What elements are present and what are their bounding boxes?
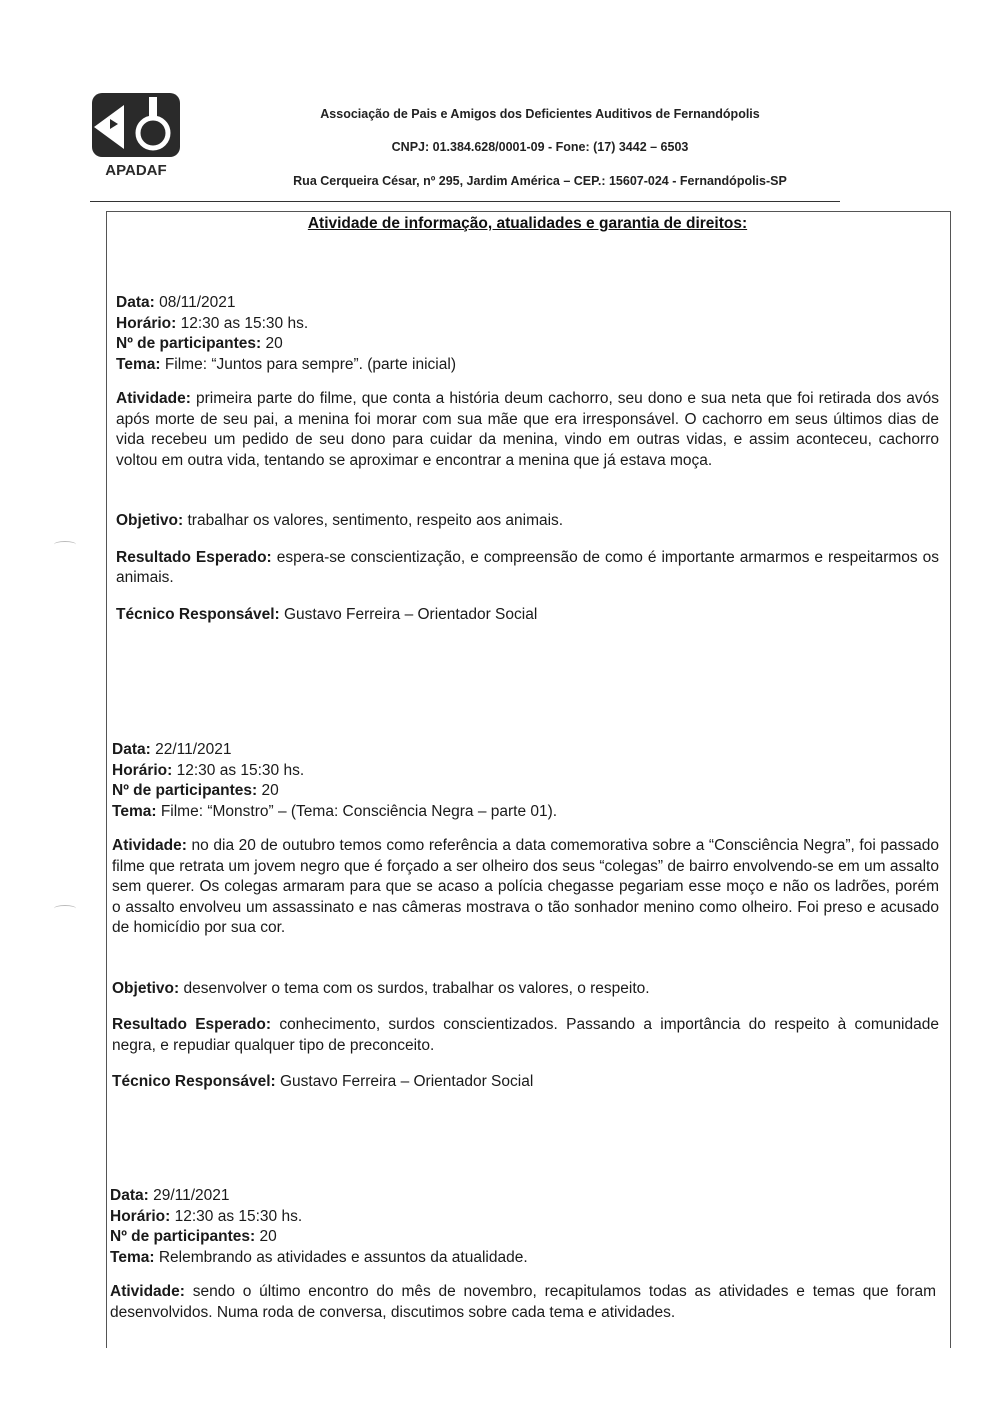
header-divider (90, 201, 840, 202)
theme-line: Tema: Filme: “Juntos para sempre”. (parte inicial) (116, 355, 456, 373)
apadaf-logo (90, 93, 186, 179)
participants-line: Nº de participantes: 20 (110, 1228, 277, 1245)
responsible-line: Técnico Responsável: Gustavo Ferreira – Orientador Social (116, 605, 538, 623)
expected-result-paragraph: Resultado Esperado: espera-se conscientização, e compreensão de como é importante armarmos e respeitarmos os animais. (116, 548, 939, 586)
activity-paragraph: Atividade: primeira parte do filme, que conta a história deum cachorro, seu dono e sua neta que foi retirada dos avós após morte de seu pai, a menina foi morar com sua mãe que era irresponsável. O cachorro em seus últimos dias de vida recebeu um pedido de seu dono para cuidar da menina, vindo em outras vidas, e assim aconteceu, cachorro voltou em outra vida, tentando se aproximar e encontrar a menina que já estava moça. (116, 390, 939, 469)
org-address: Rua Cerqueira César, nº 295, Jardim América – CEP.: 15607-024 - Fernandópolis-SP (293, 174, 787, 188)
objective-paragraph: Objetivo: trabalhar os valores, sentimento, respeito aos animais. (116, 512, 564, 529)
org-name: Associação de Pais e Amigos dos Deficientes Auditivos de Fernandópolis (320, 107, 760, 121)
date-line: Data: 22/11/2021 (112, 741, 232, 758)
date-line: Data: 29/11/2021 (110, 1187, 230, 1204)
activity-entry (116, 293, 939, 625)
document-title: Atividade de informação, atualidades e garantia de direitos: (307, 215, 748, 232)
time-line: Horário: 12:30 as 15:30 hs. (112, 761, 305, 779)
org-contact: CNPJ: 01.384.628/0001-09 - Fone: (17) 3442 – 6503 (391, 140, 689, 154)
participants-line: Nº de participantes: 20 (116, 335, 283, 352)
activity-paragraph: Atividade: no dia 20 de outubro temos como referência a data comemorativa sobre a “Consciência Negra”, foi passado filme que retrata um jovem negro que é forçado a ser olheiro dos seus “colegas” de bairro envolvendo-se em um assalto sem querer. Os colegas armaram para que se acaso a polícia chegasse pegariam esse moço e não os ladrões, porém o assalto envolveu um assassinato e nas câmeras mostrava o tão sonhador menino como olheiro. Foi preso e acusado de homicídio por sua cor. (112, 837, 939, 936)
time-line: Horário: 12:30 as 15:30 hs. (116, 314, 309, 332)
expected-result-paragraph: Resultado Esperado: conhecimento, surdos conscientizados. Passando a importância do respeito à comunidade negra, e repudiar qualquer tipo de preconceito. (112, 1016, 939, 1054)
logo-text: APADAF (105, 162, 167, 179)
participants-line: Nº de participantes: 20 (112, 782, 279, 799)
activity-entry (112, 740, 939, 1093)
time-line: Horário: 12:30 as 15:30 hs. (110, 1207, 303, 1225)
scan-mark (54, 541, 76, 548)
date-line: Data: 08/11/2021 (116, 294, 236, 311)
scan-mark (54, 905, 76, 912)
objective-paragraph: Objetivo: desenvolver o tema com os surdos, trabalhar os valores, o respeito. (112, 979, 650, 997)
theme-line: Tema: Filme: “Monstro” – (Tema: Consciência Negra – parte 01). (112, 802, 558, 820)
activity-entry (110, 1186, 936, 1323)
responsible-line: Técnico Responsável: Gustavo Ferreira – Orientador Social (112, 1073, 534, 1090)
activity-paragraph: Atividade: sendo o último encontro do mês de novembro, recapitulamos todas as atividades e temas que foram desenvolvidos. Numa roda de conversa, discutimos sobre cada tema e atividades. (110, 1283, 936, 1321)
theme-line: Tema: Relembrando as atividades e assuntos da atualidade. (110, 1248, 528, 1266)
